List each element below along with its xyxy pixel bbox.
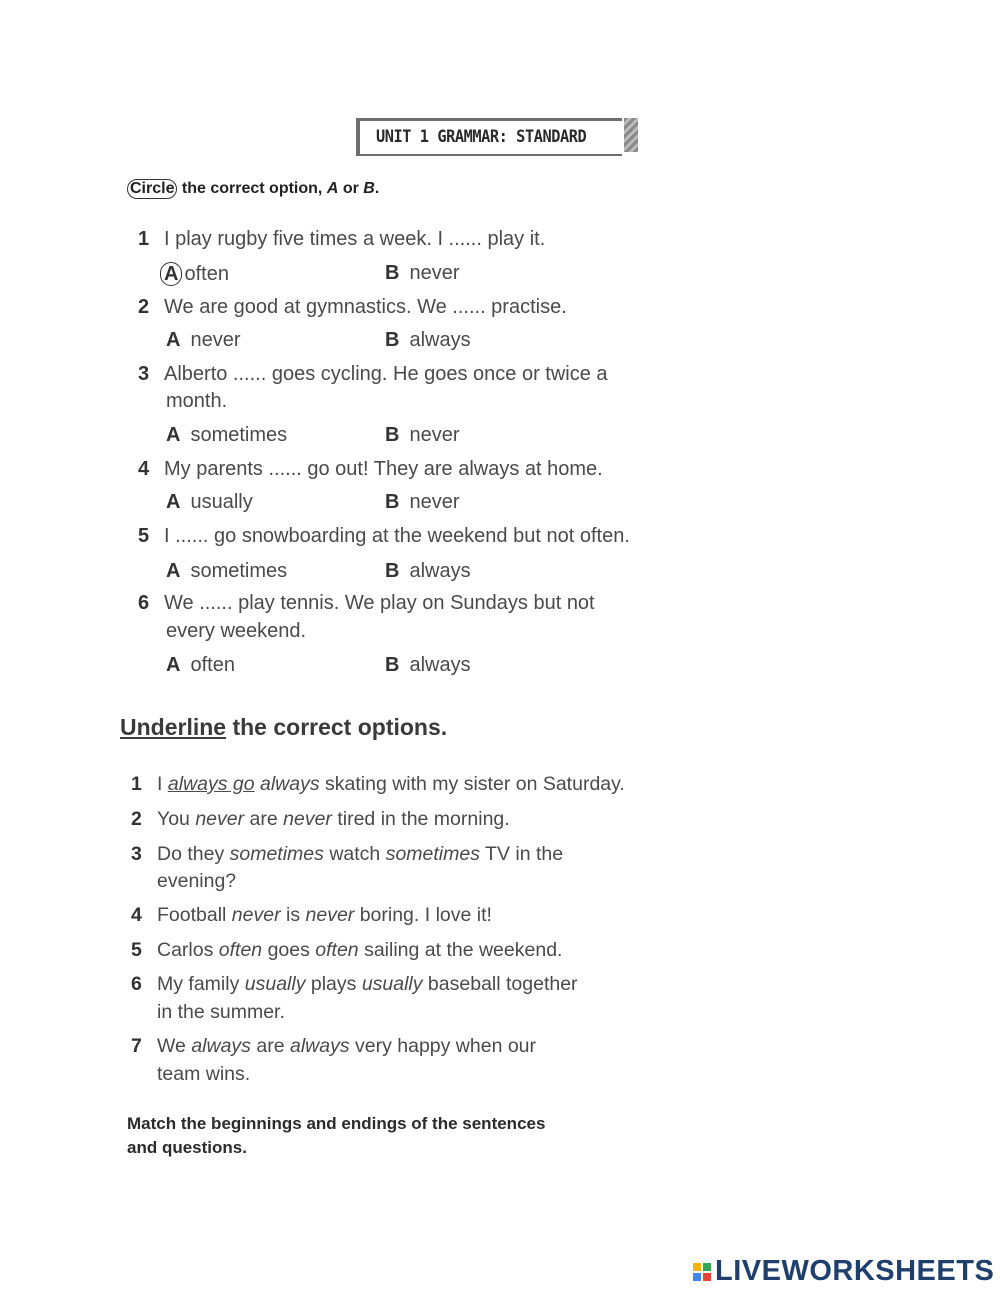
logo-text: LIVEWORKSHEETS: [715, 1255, 995, 1287]
option-a-5[interactable]: A sometimes: [166, 560, 288, 582]
option-word[interactable]: never: [283, 808, 332, 830]
option-a-2[interactable]: A never: [166, 329, 241, 351]
question-4: 4 My parents ...... go out! They are always at home.: [138, 458, 603, 480]
option-word[interactable]: usually: [244, 973, 306, 995]
option-word[interactable]: never: [231, 904, 281, 926]
option-b-3[interactable]: B never: [385, 424, 460, 446]
option-a-6[interactable]: A often: [166, 654, 235, 676]
sentence-6-continued: in the summer.: [157, 1001, 285, 1023]
liveworksheets-logo: [693, 1255, 994, 1288]
option-word[interactable]: sometimes: [385, 843, 480, 865]
question-6: 6 We ...... play tennis. We play on Sundays but not: [138, 592, 595, 614]
sentence-3: 3 Do they sometimes watch sometimes TV in the: [131, 843, 564, 865]
option-b-1[interactable]: B never: [385, 262, 460, 284]
unit-title: UNIT 1 GRAMMAR: STANDARD: [376, 127, 587, 147]
option-b-6[interactable]: B always: [385, 654, 471, 676]
sentence-3-continued: evening?: [157, 870, 237, 892]
sentence-7-continued: team wins.: [157, 1063, 251, 1085]
option-word[interactable]: always go: [167, 773, 255, 795]
option-word[interactable]: never: [305, 904, 355, 926]
question-5: 5 I ...... go snowboarding at the weekend but not often.: [138, 525, 630, 547]
option-b-2[interactable]: B always: [385, 329, 471, 351]
option-word[interactable]: never: [195, 808, 245, 830]
option-a-4[interactable]: A usually: [166, 491, 253, 513]
option-a-3[interactable]: A sometimes: [166, 424, 288, 446]
section3-instruction: Match the beginnings and endings of the sentences and questions.: [127, 1114, 546, 1157]
circle-word: Circle: [127, 179, 177, 199]
header-rule-bottom: [360, 154, 622, 156]
option-b-4[interactable]: B never: [385, 491, 460, 513]
option-b-5[interactable]: B always: [385, 560, 471, 582]
option-word[interactable]: always: [289, 1035, 350, 1057]
option-word[interactable]: always: [259, 773, 320, 795]
section1-instruction: Circle the correct option, A or B.: [127, 179, 379, 199]
sentence-5: 5 Carlos often goes often sailing at the weekend.: [131, 939, 563, 961]
liveworksheets-logo-icon: [693, 1263, 711, 1281]
option-a-1[interactable]: A often: [160, 262, 229, 286]
sentence-6: 6 My family usually plays usually baseball together: [131, 973, 578, 995]
option-word[interactable]: usually: [361, 973, 423, 995]
question-1: 1 I play rugby five times a week. I ...... play it.: [138, 228, 546, 250]
header-rule-top: [360, 118, 622, 121]
header-tab-decoration: [624, 118, 638, 152]
option-word[interactable]: always: [191, 1035, 251, 1057]
option-word[interactable]: often: [218, 939, 263, 961]
question-6-continued: every weekend.: [166, 620, 307, 642]
sentence-4: 4 Football never is never boring. I love it!: [131, 904, 492, 926]
section2-heading: Underline the correct options.: [120, 714, 448, 740]
unit-header-box: [356, 118, 638, 156]
option-word[interactable]: often: [315, 939, 359, 961]
question-3-continued: month.: [166, 390, 228, 412]
option-word[interactable]: sometimes: [229, 843, 324, 865]
sentence-2: 2 You never are never tired in the morning.: [131, 808, 510, 830]
question-3: 3 Alberto ...... goes cycling. He goes once or twice a: [138, 363, 608, 385]
sentence-1: 1 I always go always skating with my sister on Saturday.: [131, 773, 625, 795]
question-2: 2 We are good at gymnastics. We ...... practise.: [138, 296, 567, 318]
sentence-7: 7 We always are always very happy when our: [131, 1035, 537, 1057]
